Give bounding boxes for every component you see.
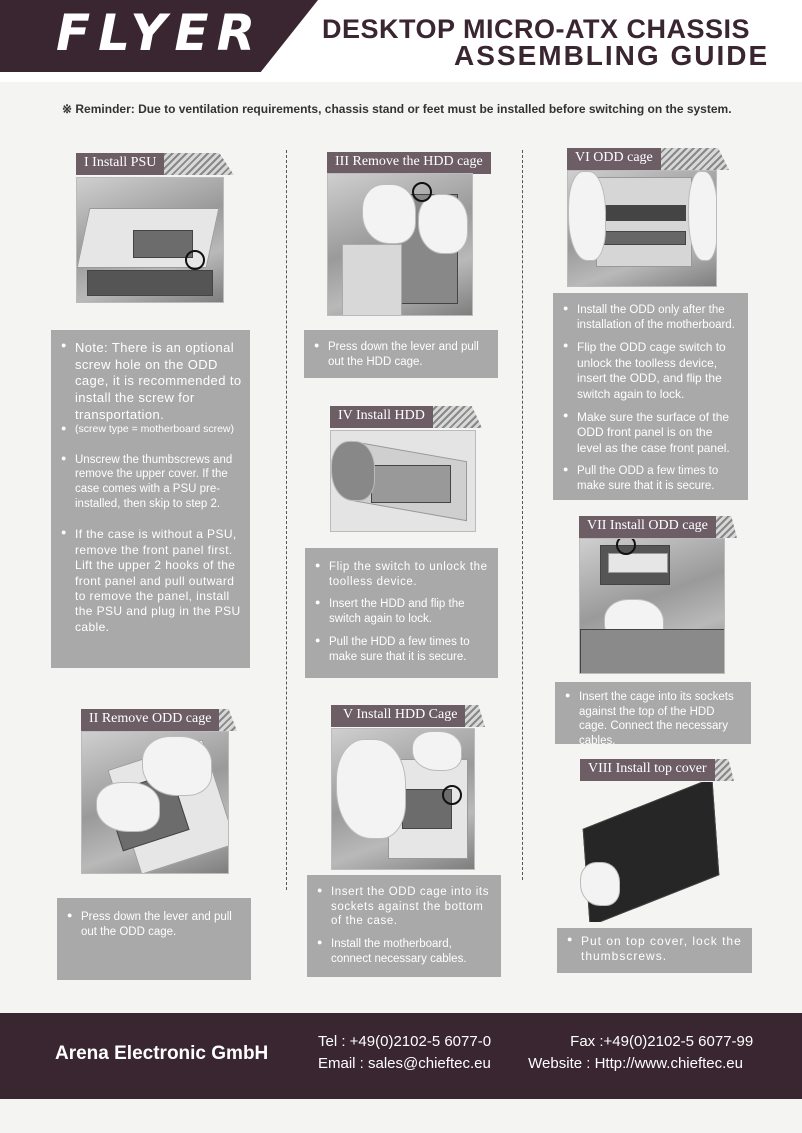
step-4-title: IV Install HDD [330, 406, 433, 428]
step-1-note-1: ● Note: There is an optional screw hole on the ODD cage, it is recommended to install the screw for transportation. [61, 340, 242, 423]
step-3-banner [327, 152, 483, 174]
step-7-note-1: ● Insert the cage into its sockets against the top of the HDD cage. Connect the necessary cables. [565, 690, 743, 749]
step-5-note-2: ● Install the motherboard, connect necessary cables. [317, 937, 493, 966]
step-4-banner [330, 406, 482, 428]
step-1-note-3: ● Unscrew the thumbscrews and remove the upper cover. If the case comes with a PSU pre-installed, then skip to step 2. [61, 453, 242, 512]
column-divider-right [522, 150, 523, 880]
step-2-notes [57, 898, 251, 980]
step-8-note-1: ● Put on top cover, lock the thumbscrews. [567, 934, 744, 965]
page-header [0, 0, 802, 82]
step-8-title: VIII Install top cover [580, 759, 715, 781]
step-8-notes [557, 928, 752, 973]
page-title: DESKTOP MICRO-ATX CHASSIS [322, 14, 751, 44]
step-1-notes [51, 330, 250, 668]
step-2-banner [81, 709, 237, 731]
step-1-note-2: ● (screw type = motherboard screw) [61, 423, 242, 436]
step-5-photo [331, 728, 475, 870]
step-5-notes [307, 875, 501, 977]
brand-logo: FLYER [56, 4, 264, 62]
contact-info [318, 1031, 753, 1075]
step-8-photo [580, 782, 726, 922]
step-8-banner [580, 759, 734, 781]
step-3-photo [327, 173, 473, 316]
step-6-banner [567, 148, 729, 170]
step-1-banner [76, 153, 234, 175]
step-6-note-4: ● Pull the ODD a few times to make sure that it is secure. [563, 464, 740, 493]
step-4-notes [305, 548, 498, 678]
step-6-title: VI ODD cage [567, 148, 661, 170]
fax-number: Fax :+49(0)2102-5 6077-99 [570, 1033, 754, 1050]
step-5-banner [331, 705, 485, 727]
step-5-note-1: ● Insert the ODD cage into its sockets against the bottom of the case. [317, 885, 493, 929]
step-4-note-2: ● Insert the HDD and flip the switch again to lock. [315, 597, 490, 626]
page-footer [0, 1013, 802, 1099]
step-6-note-3: ● Make sure the surface of the ODD front panel is on the level as the case front panel. [563, 410, 740, 456]
step-6-note-2: ● Flip the ODD cage switch to unlock the toolless device, insert the ODD, and flip the switch again to lock. [563, 340, 740, 401]
step-4-note-3: ● Pull the HDD a few times to make sure that it is secure. [315, 635, 490, 664]
website-url: Website : Http://www.chieftec.eu [528, 1055, 743, 1072]
step-7-banner [579, 516, 737, 538]
page-subtitle: ASSEMBLING GUIDE [454, 40, 770, 71]
step-6-photo [567, 170, 717, 287]
step-3-notes [304, 330, 498, 378]
step-1-photo [76, 177, 224, 303]
column-divider-left [286, 150, 287, 890]
step-7-photo [579, 538, 725, 674]
step-1-note-4: ● If the case is without a PSU, remove the front panel first. Lift the upper 2 hooks of the front panel and pull outward to remove the panel, install the PSU and plug in the PSU cable. [61, 527, 242, 635]
step-4-note-1: ● Flip the switch to unlock the toolless device. [315, 560, 490, 589]
company-name: Arena Electronic GmbH [55, 1043, 269, 1064]
step-1-title: I Install PSU [76, 153, 164, 175]
email-address: Email : sales@chieftec.eu [318, 1055, 491, 1072]
step-6-notes [553, 293, 748, 500]
step-2-title: II Remove ODD cage [81, 709, 219, 731]
step-2-photo [81, 731, 229, 874]
step-4-photo [330, 430, 476, 532]
step-2-note-1: ● Press down the lever and pull out the ODD cage. [67, 910, 243, 939]
phone-number: Tel : +49(0)2102-5 6077-0 [318, 1033, 492, 1050]
step-7-notes [555, 682, 751, 748]
step-6-note-1: ● Install the ODD only after the installation of the motherboard. [563, 303, 740, 332]
reminder-text: ※ Reminder: Due to ventilation requirements, chassis stand or feet must be installed before switching on the system. [62, 102, 732, 116]
step-3-title: III Remove the HDD cage [327, 152, 491, 174]
step-3-note-1: ● Press down the lever and pull out the HDD cage. [314, 340, 490, 369]
step-7-title: VII Install ODD cage [579, 516, 716, 538]
step-5-title: V Install HDD Cage [331, 705, 465, 727]
